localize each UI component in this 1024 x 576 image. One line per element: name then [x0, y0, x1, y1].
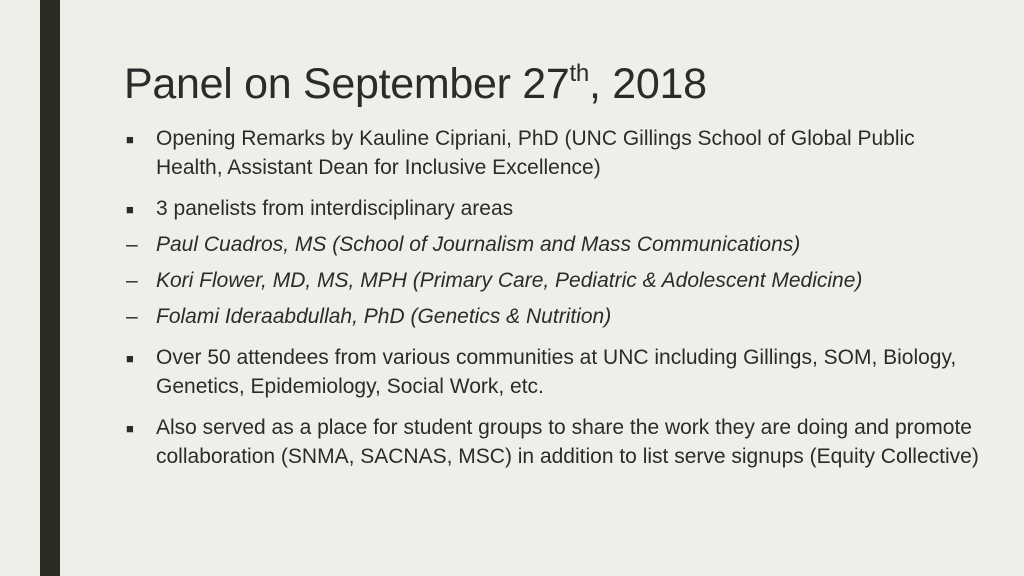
- sub-item-text: Folami Ideraabdullah, PhD (Genetics & Nutrition): [156, 305, 612, 328]
- title-end: , 2018: [588, 60, 707, 108]
- title-main: Panel on September 27: [124, 60, 570, 108]
- bullet-student-groups: [124, 413, 984, 471]
- bullet-text: Opening Remarks by Kauline Cipriani, PhD (UNC Gillings School of Global Public Health, Assistant Dean for Inclusive Excellence): [156, 127, 915, 179]
- dash-marker-icon: –: [126, 305, 138, 328]
- sub-item-folami-ideraabdullah: [124, 302, 984, 331]
- bullet-text: 3 panelists from interdisciplinary areas: [156, 197, 514, 220]
- bullet-text: Also served as a place for student groups to share the work they are doing and promote collaboration (SNMA, SACNAS, MSC) in addition to list serve signups (Equity Collective): [156, 416, 979, 468]
- square-bullet-icon: ■: [126, 132, 134, 147]
- title-superscript: th: [569, 60, 589, 87]
- sub-item-text: Kori Flower, MD, MS, MPH (Primary Care, Pediatric & Adolescent Medicine): [156, 269, 863, 292]
- bullet-attendees: [124, 343, 984, 401]
- bullet-text: Over 50 attendees from various communities at UNC including Gillings, SOM, Biology, Genetics, Epidemiology, Social Work, etc.: [156, 346, 957, 398]
- dash-marker-icon: –: [126, 233, 138, 256]
- sub-item-paul-cuadros: [124, 230, 984, 259]
- bullet-opening-remarks: [124, 124, 984, 182]
- sub-item-text: Paul Cuadros, MS (School of Journalism and Mass Communications): [156, 233, 801, 256]
- dash-marker-icon: –: [126, 269, 138, 292]
- sub-item-kori-flower: [124, 266, 984, 295]
- bullet-panelists: [124, 194, 984, 223]
- square-bullet-icon: ■: [126, 202, 134, 217]
- square-bullet-icon: ■: [126, 421, 134, 436]
- slide-title: [124, 56, 707, 119]
- square-bullet-icon: ■: [126, 351, 134, 366]
- accent-bar: [40, 0, 60, 576]
- bullet-list: [124, 124, 984, 471]
